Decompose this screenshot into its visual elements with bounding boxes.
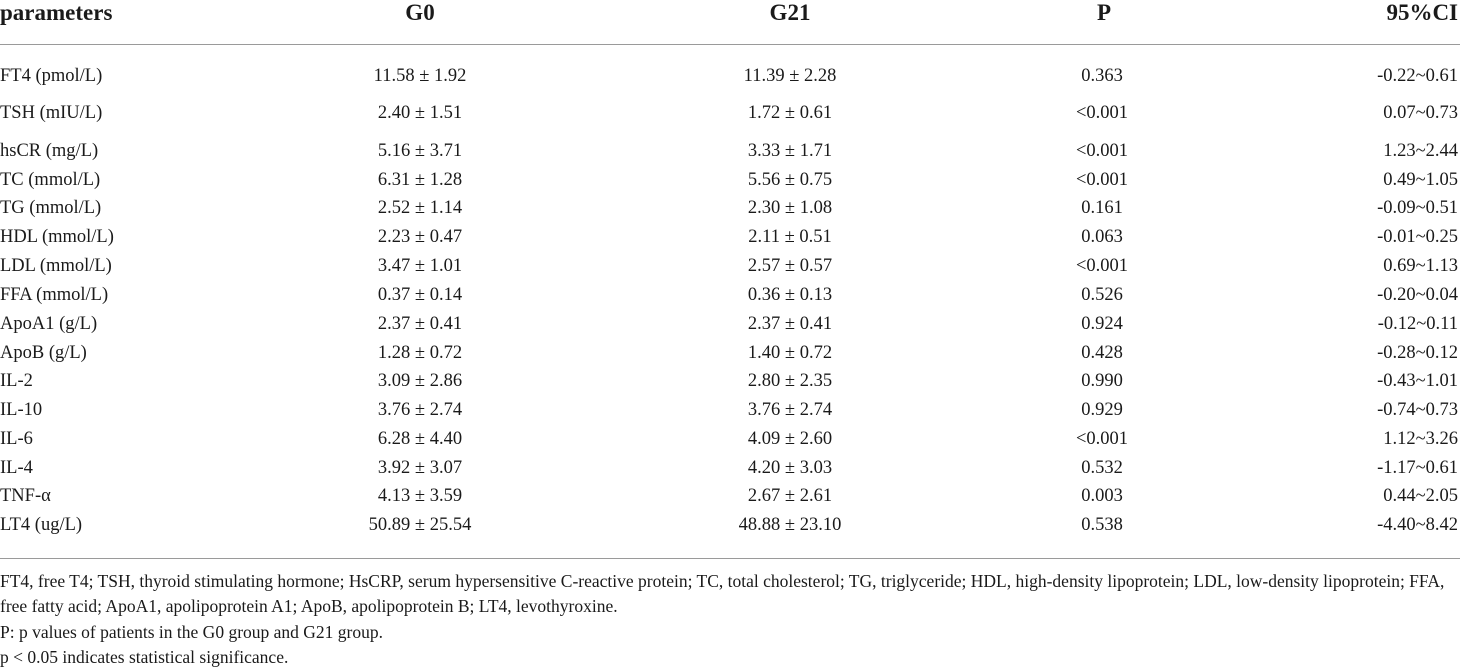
g0-cell: 2.23 ± 0.47: [377, 227, 463, 247]
g21-cell: 2.57 ± 0.57: [747, 256, 833, 276]
parameter-cell: LDL (mmol/L): [0, 256, 112, 276]
table-row: [0, 367, 1460, 396]
p-cell: 0.161: [1081, 198, 1123, 218]
ci-cell: -0.22~0.61: [1377, 66, 1458, 86]
g21-cell: 4.09 ± 2.60: [747, 429, 833, 449]
ci-cell: 1.12~3.26: [1383, 429, 1458, 449]
g0-cell: 3.76 ± 2.74: [377, 400, 463, 420]
g0-cell: 3.92 ± 3.07: [377, 458, 463, 478]
ci-cell: -0.28~0.12: [1377, 343, 1458, 363]
g0-cell: 2.52 ± 1.14: [377, 198, 463, 218]
g21-cell: 2.11 ± 0.51: [748, 227, 832, 247]
g21-cell: 0.36 ± 0.13: [747, 285, 833, 305]
table-row: [0, 511, 1460, 540]
table-row: [0, 194, 1460, 223]
g0-cell: 5.16 ± 3.71: [377, 141, 463, 161]
parameter-cell: TC (mmol/L): [0, 170, 101, 190]
header-parameters: parameters: [0, 0, 113, 25]
g0-cell: 0.37 ± 0.14: [377, 285, 463, 305]
p-cell: <0.001: [1075, 141, 1129, 161]
ci-cell: -0.12~0.11: [1377, 314, 1458, 334]
parameter-cell: TG (mmol/L): [0, 198, 102, 218]
table-row: [0, 482, 1460, 511]
p-cell: 0.990: [1081, 371, 1123, 391]
p-cell: 0.924: [1081, 314, 1123, 334]
p-cell: 0.532: [1081, 458, 1123, 478]
parameter-cell: FT4 (pmol/L): [0, 66, 103, 86]
header-g21: G21: [769, 0, 811, 25]
p-cell: 0.538: [1081, 515, 1123, 535]
parameter-cell: IL-2: [0, 371, 33, 391]
header-95ci: 95%CI: [1386, 0, 1458, 25]
table-row: [0, 62, 1460, 91]
parameter-cell: IL-6: [0, 429, 33, 449]
ci-cell: 0.44~2.05: [1383, 486, 1458, 506]
g21-cell: 3.76 ± 2.74: [747, 400, 833, 420]
parameter-cell: LT4 (ug/L): [0, 515, 83, 535]
g21-cell: 48.88 ± 23.10: [738, 515, 842, 535]
table-row: [0, 137, 1460, 166]
ci-cell: 0.07~0.73: [1383, 103, 1458, 123]
g0-cell: 4.13 ± 3.59: [377, 486, 463, 506]
g21-cell: 2.67 ± 2.61: [747, 486, 833, 506]
table-row: [0, 454, 1460, 483]
ci-cell: -0.74~0.73: [1377, 400, 1458, 420]
table-bottom-rule: [0, 558, 1460, 559]
parameter-cell: HDL (mmol/L): [0, 227, 114, 247]
parameter-cell: IL-10: [0, 400, 43, 420]
g21-cell: 3.33 ± 1.71: [747, 141, 833, 161]
table-row: [0, 310, 1460, 339]
p-cell: 0.003: [1081, 486, 1123, 506]
table-row: [0, 223, 1460, 252]
table-row: [0, 396, 1460, 425]
parameter-cell: FFA (mmol/L): [0, 285, 109, 305]
g21-cell: 1.72 ± 0.61: [747, 103, 833, 123]
p-cell: <0.001: [1075, 103, 1129, 123]
g0-cell: 2.40 ± 1.51: [377, 103, 463, 123]
p-cell: 0.063: [1081, 227, 1123, 247]
g0-cell: 3.47 ± 1.01: [377, 256, 463, 276]
g21-cell: 5.56 ± 0.75: [747, 170, 833, 190]
g21-cell: 2.30 ± 1.08: [747, 198, 833, 218]
header-p: P: [1096, 0, 1112, 25]
p-cell: <0.001: [1075, 429, 1129, 449]
g0-cell: 2.37 ± 0.41: [377, 314, 463, 334]
p-cell: 0.929: [1081, 400, 1123, 420]
g0-cell: 11.58 ± 1.92: [373, 66, 467, 86]
g0-cell: 6.31 ± 1.28: [377, 170, 463, 190]
table-row: [0, 252, 1460, 281]
footnote-p-definition: P: p values of patients in the G0 group and G21 group.: [0, 622, 384, 642]
ci-cell: -1.17~0.61: [1377, 458, 1458, 478]
table-row: [0, 99, 1460, 128]
g21-cell: 11.39 ± 2.28: [743, 66, 837, 86]
p-cell: <0.001: [1075, 170, 1129, 190]
table-row: [0, 281, 1460, 310]
table-row: [0, 339, 1460, 368]
g21-cell: 1.40 ± 0.72: [747, 343, 833, 363]
header-rule: [0, 44, 1460, 45]
ci-cell: 1.23~2.44: [1383, 141, 1458, 161]
ci-cell: 0.49~1.05: [1383, 170, 1458, 190]
parameter-cell: TNF-α: [0, 486, 51, 506]
ci-cell: -0.01~0.25: [1377, 227, 1458, 247]
ci-cell: -0.09~0.51: [1377, 198, 1458, 218]
p-cell: 0.363: [1081, 66, 1123, 86]
parameter-cell: ApoB (g/L): [0, 343, 87, 363]
p-cell: 0.428: [1081, 343, 1123, 363]
ci-cell: -4.40~8.42: [1377, 515, 1458, 535]
g21-cell: 4.20 ± 3.03: [747, 458, 833, 478]
ci-cell: -0.20~0.04: [1377, 285, 1458, 305]
footnote-abbreviations: FT4, free T4; TSH, thyroid stimulating hormone; HsCRP, serum hypersensitive C-reactive protein; TC, total cholesterol; TG, triglyceride; HDL, high-density lipoprotein; LDL, low-density lipoprotein; FFA, free fatty acid; ApoA1, apolipoprotein A1; ApoB, apolipoprotein B; LT4, levothyroxine.: [0, 571, 1445, 616]
header-g0: G0: [405, 0, 435, 25]
g21-cell: 2.37 ± 0.41: [747, 314, 833, 334]
g21-cell: 2.80 ± 2.35: [747, 371, 833, 391]
g0-cell: 50.89 ± 25.54: [368, 515, 472, 535]
table-row: [0, 425, 1460, 454]
g0-cell: 3.09 ± 2.86: [377, 371, 463, 391]
g0-cell: 1.28 ± 0.72: [377, 343, 463, 363]
table-row: [0, 166, 1460, 195]
parameter-cell: hsCR (mg/L): [0, 141, 99, 161]
ci-cell: -0.43~1.01: [1377, 371, 1458, 391]
p-cell: 0.526: [1081, 285, 1123, 305]
parameter-cell: IL-4: [0, 458, 33, 478]
table-header: [0, 0, 1460, 26]
p-cell: <0.001: [1075, 256, 1129, 276]
g0-cell: 6.28 ± 4.40: [377, 429, 463, 449]
ci-cell: 0.69~1.13: [1383, 256, 1458, 276]
parameter-cell: ApoA1 (g/L): [0, 314, 98, 334]
footnote-significance: p < 0.05 indicates statistical significance.: [0, 647, 289, 667]
parameter-cell: TSH (mIU/L): [0, 103, 103, 123]
